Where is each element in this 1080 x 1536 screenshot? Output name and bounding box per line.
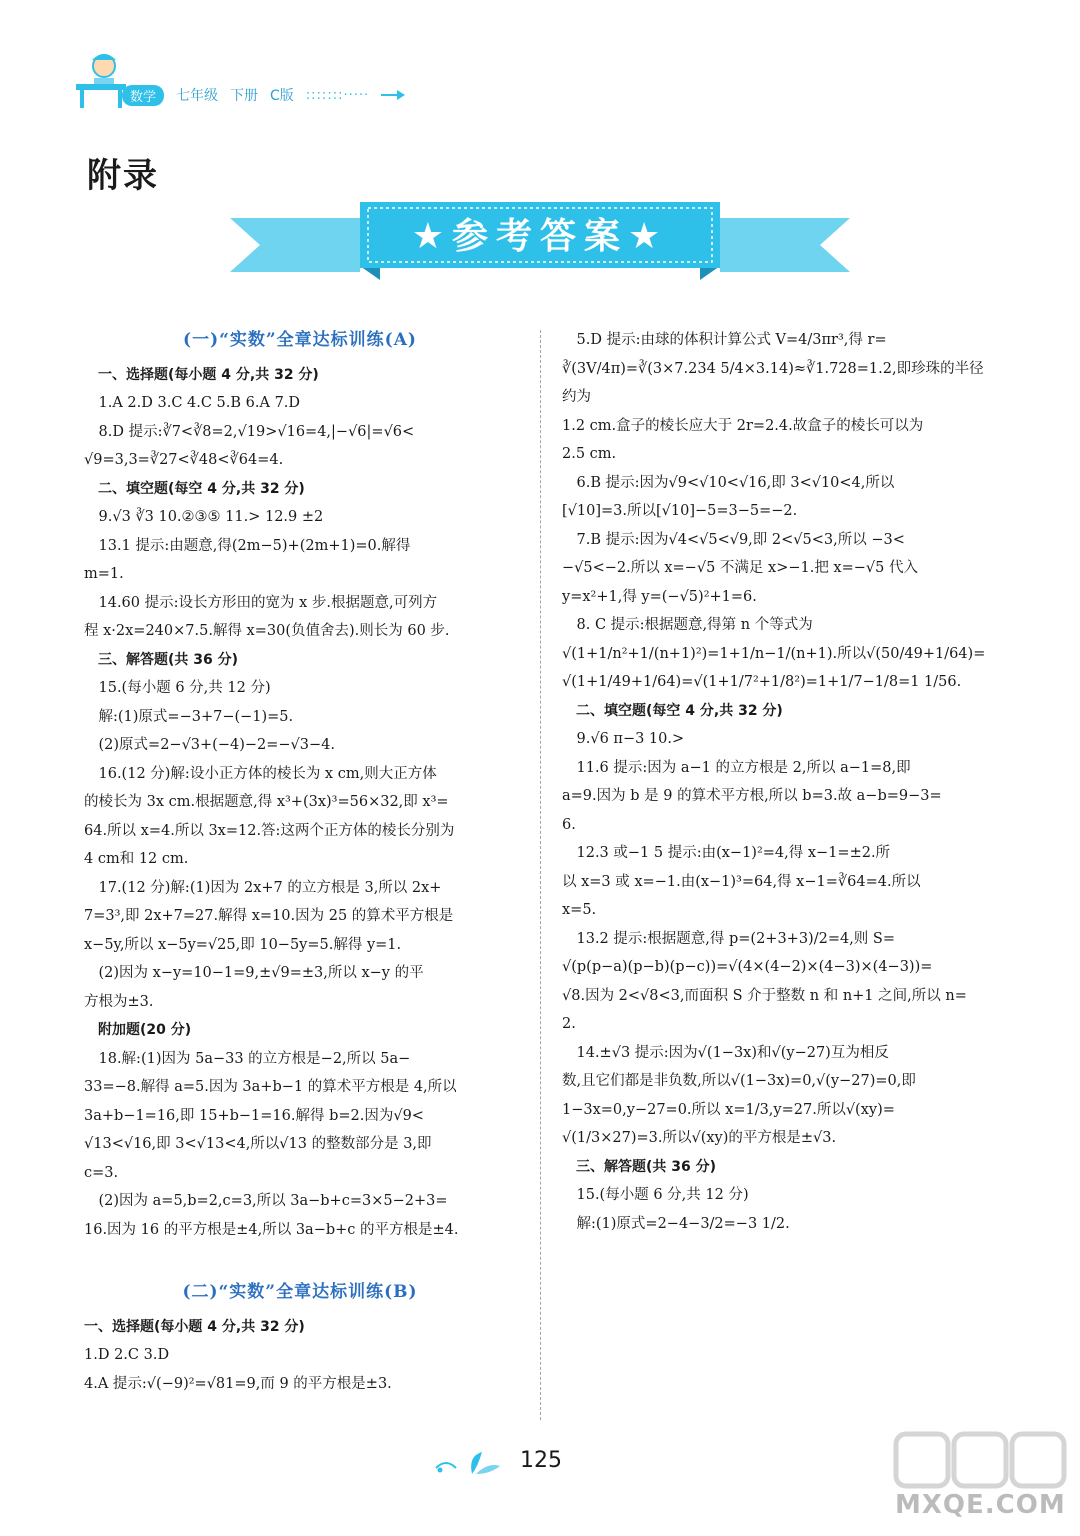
answer-line: 2.5 cm. — [562, 446, 617, 462]
answer-line: 33=−8.解得 a=5.因为 3a+b−1 的算术平方根是 4,所以 — [84, 1079, 457, 1095]
answer-line: −√5<−2.所以 x=−√5 不满足 x>−1.把 x=−√5 代入 — [562, 560, 918, 576]
page-title: 附录 — [87, 156, 159, 196]
answer-line: 一、选择题(每小题 4 分,共 32 分) — [84, 1318, 305, 1335]
answer-line: 8. C 提示:根据题意,得第 n 个等式为 — [576, 617, 813, 633]
answer-line: 二、填空题(每空 4 分,共 32 分) — [98, 480, 305, 497]
answer-line: 7.B 提示:因为√4<√5<√9,即 2<√5<3,所以 −3< — [576, 531, 905, 548]
answer-line: 2. — [562, 1016, 576, 1032]
right-answer-lines — [562, 326, 998, 1238]
answer-line: 解:(1)原式=−3+7−(−1)=5. — [98, 708, 294, 725]
answer-line: 18.解:(1)因为 5a−33 的立方根是−2,所以 5a− — [98, 1050, 411, 1067]
answer-line: 6.B 提示:因为√9<√10<√16,即 3<√10<4,所以 — [576, 474, 895, 491]
answer-line: √13<√16,即 3<√13<4,所以√13 的整数部分是 3,即 — [84, 1136, 432, 1152]
left-column — [84, 326, 516, 1398]
answer-line: 以 x=3 或 x=−1.由(x−1)³=64,得 x−1=∛64=4.所以 — [562, 873, 921, 890]
answer-line: 6. — [562, 816, 576, 833]
answer-line: 4 cm和 12 cm. — [84, 851, 189, 867]
answer-line: (2)因为 a=5,b=2,c=3,所以 3a−b+c=3×5−2+3= — [98, 1193, 448, 1209]
header-banner — [122, 84, 407, 106]
answer-line: √(1/3×27)=3.所以√(xy)的平方根是±√3. — [562, 1130, 837, 1146]
answer-line: (2)因为 x−y=10−1=9,±√9=±3,所以 x−y 的平 — [98, 965, 424, 981]
answer-line: 1.D 2.C 3.D — [84, 1347, 170, 1363]
answer-line: 11.6 提示:因为 a−1 的立方根是 2,所以 a−1=8,即 — [576, 759, 911, 776]
answer-line: √9=3,3=∛27<∛48<∛64=4. — [84, 452, 284, 468]
section-gap — [84, 1244, 516, 1278]
answer-line: 15.(每小题 6 分,共 12 分) — [98, 680, 271, 696]
answer-line: 12.3 或−1 5 提示:由(x−1)²=4,得 x−1=±2.所 — [576, 845, 891, 861]
answer-line: 三、解答题(共 36 分) — [576, 1158, 717, 1175]
answer-line: 的棱长为 3x cm.根据题意,得 x³+(3x)³=56×32,即 x³= — [84, 794, 449, 810]
edition-label: C版 — [270, 88, 294, 104]
answer-line: √(1+1/n²+1/(n+1)²)=1+1/n−1/(n+1).所以√(50/49+1/64)= — [562, 645, 986, 662]
answer-line: 16.(12 分)解:设小正方体的棱长为 x cm,则大正方体 — [98, 765, 437, 782]
answer-line: a=9.因为 b 是 9 的算术平方根,所以 b=3.故 a−b=9−3= — [562, 788, 942, 804]
answer-line: 9.√6 π−3 10.> — [576, 731, 685, 747]
answer-line: 方根为±3. — [84, 993, 154, 1010]
answer-line: 二、填空题(每空 4 分,共 32 分) — [576, 702, 783, 719]
right-column — [562, 326, 998, 1238]
answer-line: 64.所以 x=4.所以 3x=12.答:这两个正方体的棱长分别为 — [84, 822, 455, 839]
answer-line: 解:(1)原式=2−4−3/2=−3 1/2. — [576, 1215, 790, 1232]
answer-line: 程 x·2x=240×7.5.解得 x=30(负值舍去).则长为 60 步. — [84, 623, 450, 639]
answer-line: 一、选择题(每小题 4 分,共 32 分) — [98, 366, 319, 383]
answer-line: 7=3³,即 2x+7=27.解得 x=10.因为 25 的算术平方根是 — [84, 908, 454, 924]
answer-line: 3a+b−1=16,即 15+b−1=16.解得 b=2.因为√9< — [84, 1107, 424, 1124]
answer-line: y=x²+1,得 y=(−√5)²+1=6. — [562, 588, 757, 605]
left-answer-lines-2 — [84, 1313, 516, 1399]
answer-line: x=5. — [562, 902, 597, 918]
answer-line: c=3. — [84, 1164, 119, 1181]
answer-line: m=1. — [84, 566, 124, 582]
answer-line: ∛(3V/4π)=∛(3×7.234 5/4×3.14)≈∛1.728=1.2,即珍珠的半径约为 — [562, 360, 984, 405]
answer-line: 数,且它们都是非负数,所以√(1−3x)=0,√(y−27)=0,即 — [562, 1073, 916, 1089]
answer-line: 8.D 提示:∛7<∛8=2,√19>√16=4,|−√6|=√6< — [98, 423, 415, 440]
answer-line: 17.(12 分)解:(1)因为 2x+7 的立方根是 3,所以 2x+ — [98, 879, 442, 896]
answer-line: 三、解答题(共 36 分) — [98, 651, 239, 668]
column-divider — [540, 330, 541, 1420]
header-dots: :::::::····· — [305, 87, 370, 103]
answer-line: 9.√3 ∛3 10.②③⑤ 11.> 12.9 ±2 — [98, 509, 324, 525]
answer-line: 15.(每小题 6 分,共 12 分) — [576, 1187, 749, 1203]
subject-badge: 数学 — [122, 85, 164, 106]
answer-line: 5.D 提示:由球的体积计算公式 V=4/3πr³,得 r= — [576, 332, 887, 348]
answer-line: 附加题(20 分) — [98, 1022, 192, 1038]
left-answer-lines — [84, 361, 516, 1245]
grade-label: 七年级 — [176, 88, 219, 104]
page-number: 125 — [520, 1448, 562, 1473]
answer-line: 13.2 提示:根据题意,得 p=(2+3+3)/2=4,则 S= — [576, 930, 896, 947]
arrow-right-icon — [381, 88, 407, 102]
answer-line: 1.2 cm.盒子的棱长应大于 2r=2.4.故盒子的棱长可以为 — [562, 417, 924, 434]
answer-line: x−5y,所以 x−5y=√25,即 10−5y=5.解得 y=1. — [84, 936, 402, 953]
answer-line: 13.1 提示:由题意,得(2m−5)+(2m+1)=0.解得 — [98, 537, 411, 554]
watermark-text: MXQE.COM — [895, 1490, 1066, 1520]
answer-line: 14.60 提示:设长方形田的宽为 x 步.根据题意,可列方 — [98, 594, 438, 611]
answer-line: 14.±√3 提示:因为√(1−3x)和√(y−27)互为相反 — [576, 1044, 889, 1061]
answer-line: 1.A 2.D 3.C 4.C 5.B 6.A 7.D — [98, 395, 301, 411]
answer-line: √(p(p−a)(p−b)(p−c))=√(4×(4−2)×(4−3)×(4−3))= — [562, 959, 933, 975]
banner-title: ★参考答案★ — [411, 216, 669, 257]
section-title-2: (二)“实数”全章达标训练(B) — [182, 1282, 418, 1302]
answer-line: [√10]=3.所以[√10]−5=3−5=−2. — [562, 503, 798, 519]
answer-line: (2)原式=2−√3+(−4)−2=−√3−4. — [98, 737, 335, 753]
volume-label: 下册 — [230, 88, 259, 104]
section-title: (一)“实数”全章达标训练(A) — [183, 330, 417, 350]
answer-line: √(1+1/49+1/64)=√(1+1/7²+1/8²)=1+1/7−1/8=1 1/56. — [562, 674, 962, 690]
answer-line: 16.因为 16 的平方根是±4,所以 3a−b+c 的平方根是±4. — [84, 1221, 459, 1238]
answer-line: 1−3x=0,y−27=0.所以 x=1/3,y=27.所以√(xy)= — [562, 1101, 895, 1118]
footer-leaf-icon — [432, 1450, 512, 1476]
answer-line: √8.因为 2<√8<3,而面积 S 介于整数 n 和 n+1 之间,所以 n= — [562, 987, 967, 1004]
answer-line: 4.A 提示:√(−9)²=√81=9,而 9 的平方根是±3. — [84, 1375, 392, 1392]
